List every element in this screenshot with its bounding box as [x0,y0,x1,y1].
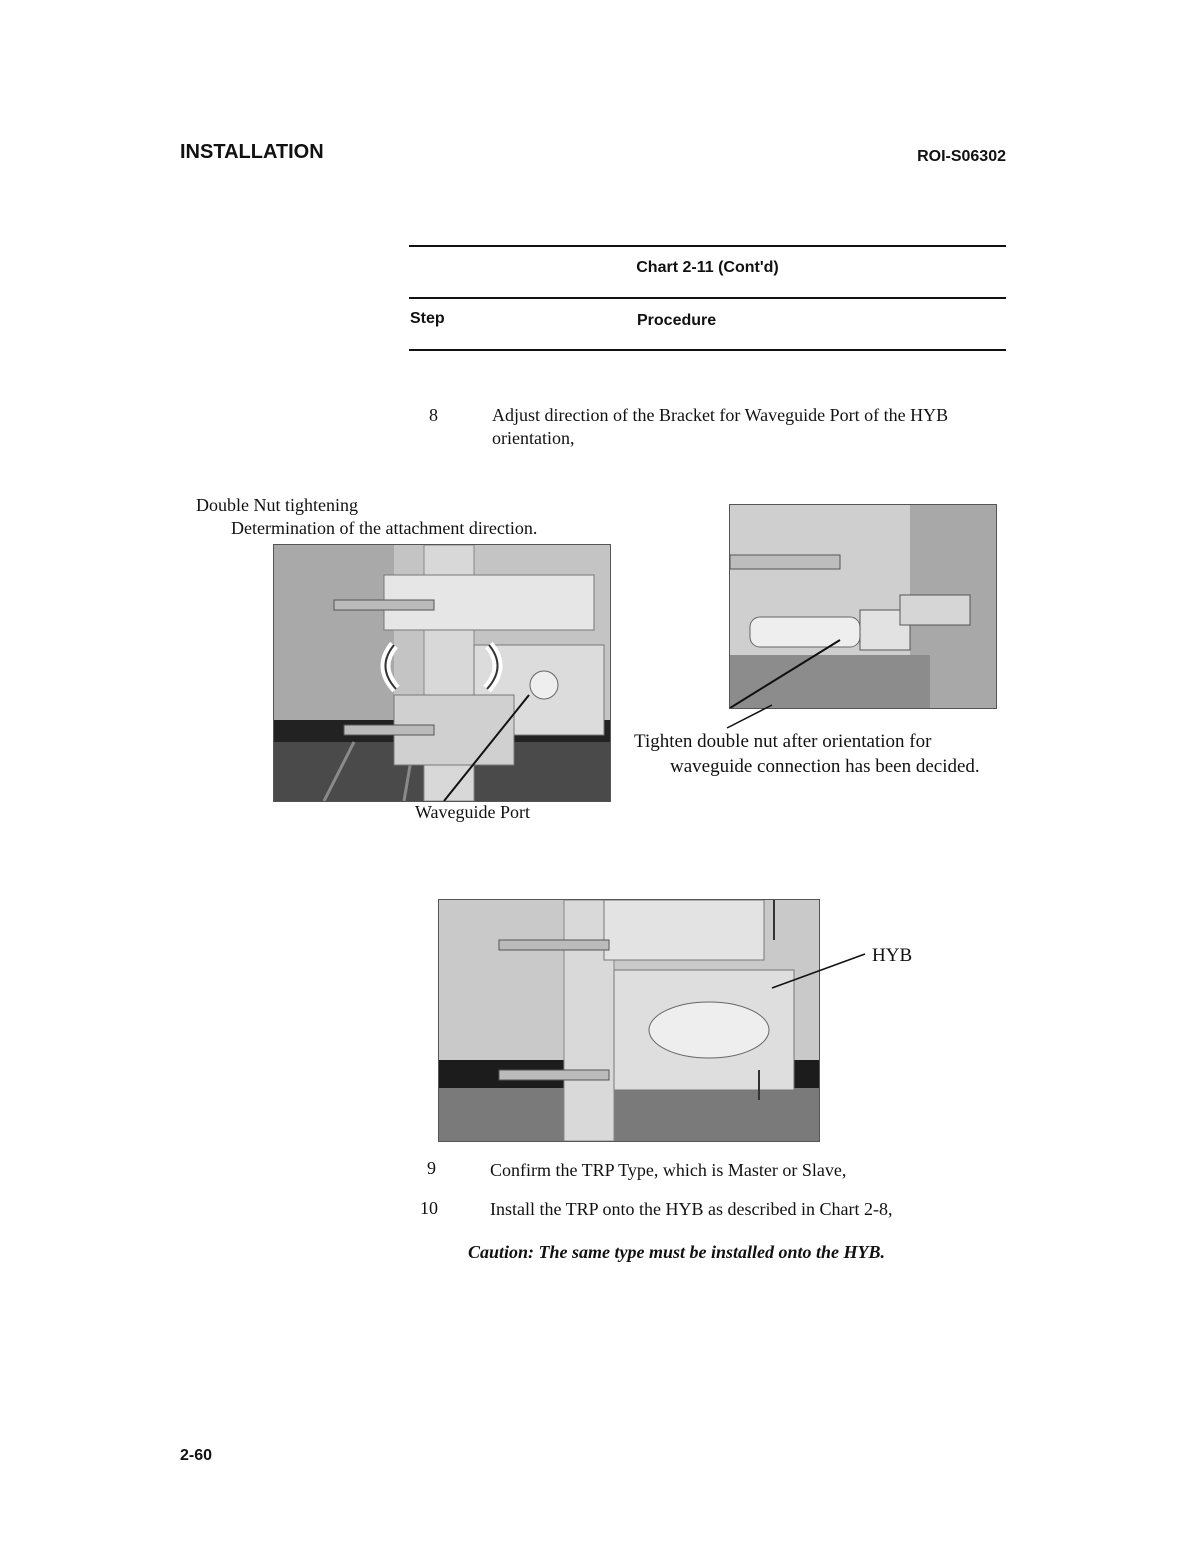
chart-mid-rule [409,297,1006,299]
double-nut-label: Double Nut tightening [196,495,358,515]
bracket-orientation-illustration [274,545,610,801]
tighten-pointer-line [722,703,782,733]
procedure-column-header: Procedure [637,312,717,329]
step-9-text: Confirm the TRP Type, which is Master or Slave, [490,1160,847,1180]
hyb-illustration [439,900,819,1141]
waveguide-port-label: Waveguide Port [415,802,531,822]
hyb-label: HYB [872,945,913,966]
hyb-pointer-line [770,950,870,990]
step-10-number: 10 [420,1198,438,1218]
tighten-label-line2: waveguide connection has been decided. [670,756,980,777]
step-9-number: 9 [427,1158,436,1178]
step-8-text-line1: Adjust direction of the Bracket for Waveguide Port of the HYB [492,405,949,425]
bracket-orientation-photo [273,544,611,802]
double-nut-photo [729,504,997,709]
tighten-label-line1: Tighten double nut after orientation for [634,731,932,752]
step-column-header: Step [410,310,445,327]
document-id: ROI-S06302 [917,148,1006,165]
determination-label: Determination of the attachment direction. [231,518,538,538]
chart-bottom-rule [409,349,1006,351]
step-10-text: Install the TRP onto the HYB as described in Chart 2-8, [490,1199,893,1219]
double-nut-illustration [730,505,996,708]
chart-top-rule [409,245,1006,247]
step-8-text-line2: orientation, [492,428,575,448]
chart-title: Chart 2-11 (Cont'd) [636,259,779,276]
page-number: 2-60 [180,1447,213,1464]
hyb-photo [438,899,820,1142]
caution-note: Caution: The same type must be installed onto the HYB. [468,1242,886,1262]
section-title: INSTALLATION [180,141,324,163]
step-8-number: 8 [429,405,438,425]
